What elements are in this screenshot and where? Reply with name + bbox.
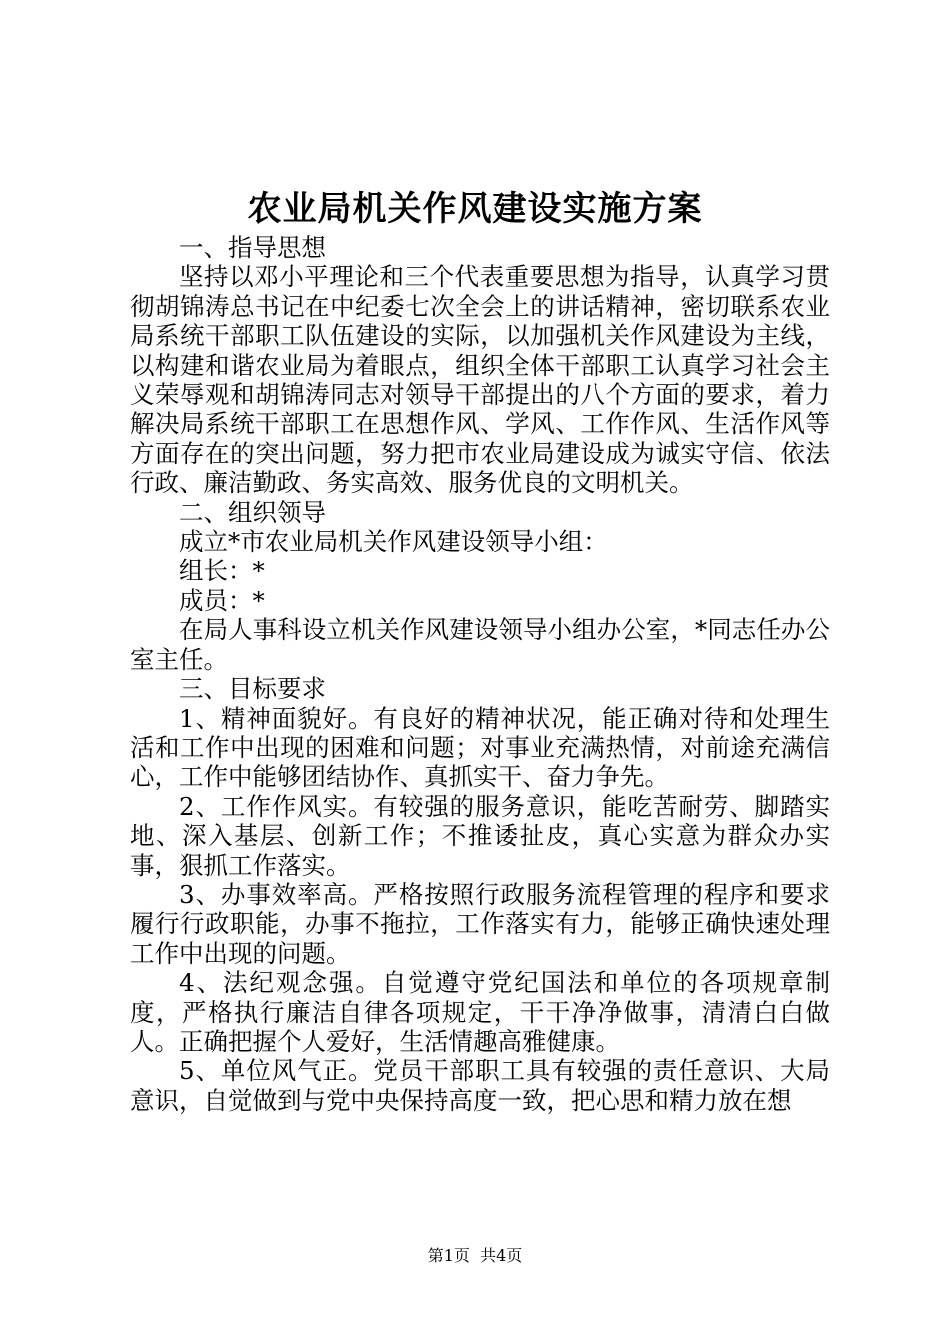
paragraph-goal-5: 5、单位风气正。党员干部职工具有较强的责任意识、大局意识，自觉做到与党中央保持高度一致，把心思和精力放在想 <box>130 1056 830 1115</box>
paragraph-goal-4: 4、法纪观念强。自觉遵守党纪国法和单位的各项规章制度，严格执行廉洁自律各项规定，干干净净做事，清清白白做人。正确把握个人爱好，生活情趣高雅健康。 <box>130 968 830 1056</box>
paragraph-group-members: 成员：* <box>179 585 265 615</box>
page-footer <box>0 1244 950 1268</box>
paragraph-leading-group: 成立*市农业局机关作风建设领导小组： <box>179 527 608 557</box>
paragraph-goal-1: 1、精神面貌好。有良好的精神状况，能正确对待和处理生活和工作中出现的困难和问题；对事业充满热情，对前途充满信心，工作中能够团结协作、真抓实干、奋力争先。 <box>130 703 830 792</box>
document-body <box>130 233 830 1115</box>
paragraph-guiding-thought: 坚持以邓小平理论和三个代表重要思想为指导，认真学习贯彻胡锦涛总书记在中纪委七次全会上的讲话精神，密切联系农业局系统干部职工队伍建设的实际，以加强机关作风建设为主线，以构建和谐农业局为着眼点，组织全体干部职工认真学习社会主义荣辱观和胡锦涛同志对领导干部提出的八个方面的要求，着力解决局系统干部职工在思想作风、学风、工作作风、生活作风等方面存在的突出问题，努力把市农业局建设成为诚实守信、依法行政、廉洁勤政、务实高效、服务优良的文明机关。 <box>130 262 830 498</box>
section-heading-organization: 二、组织领导 <box>179 497 326 527</box>
page-total: 共4页 <box>480 1246 523 1265</box>
page-number: 第1页 <box>427 1246 470 1265</box>
section-heading-goals: 三、目标要求 <box>179 674 326 704</box>
paragraph-office: 在局人事科设立机关作风建设领导小组办公室，*同志任办公室主任。 <box>130 615 830 674</box>
paragraph-goal-2: 2、工作作风实。有较强的服务意识，能吃苦耐劳、脚踏实地、深入基层、创新工作；不推诿扯皮，真心实意为群众办实事，狠抓工作落实。 <box>130 791 830 880</box>
section-heading-guiding-thought: 一、指导思想 <box>179 233 326 262</box>
document-title: 农业局机关作风建设实施方案 <box>247 189 703 229</box>
paragraph-goal-3: 3、办事效率高。严格按照行政服务流程管理的程序和要求履行行政职能，办事不拖拉，工作落实有力，能够正确快速处理工作中出现的问题。 <box>130 879 830 968</box>
paragraph-group-leader: 组长：* <box>179 556 265 586</box>
